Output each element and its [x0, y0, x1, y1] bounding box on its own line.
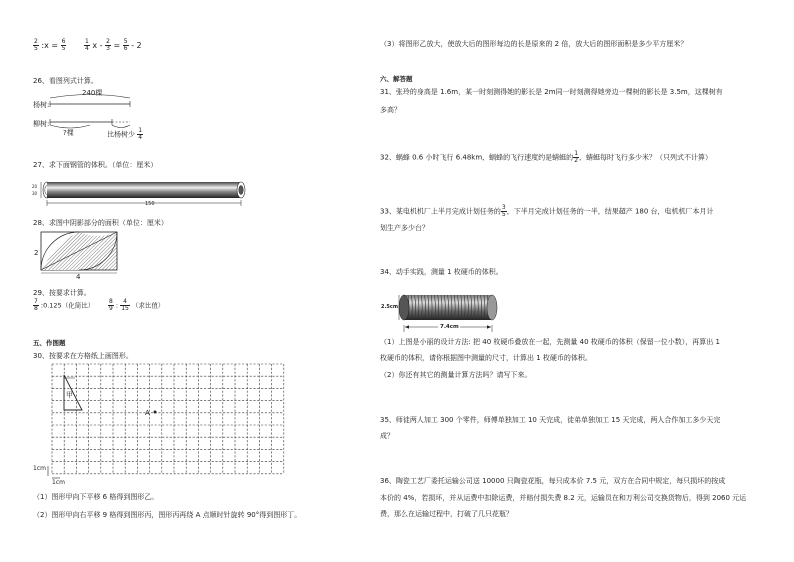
question-27: 27、求下面钢管的体积。（单位：厘米）: [33, 161, 158, 169]
question-36-line1: 36、陶瓷工艺厂委托运输公司送 10000 只陶瓷花瓶，每只成本价 7.5 元，双方在合同中规定，每只损坏的按成: [380, 477, 726, 485]
q26-mark-less: 比杨树少 $\frac{1}{4}$: [107, 127, 143, 141]
pipe-d-small: 20: [32, 184, 38, 189]
rect-width: 4: [76, 273, 81, 281]
q34-part-1-line1: （1）上图是小丽的设计方法: 把 40 枚硬币叠放在一起，先测量 40 枚硬币的体积（保留一位小数），再算出 1: [380, 338, 720, 346]
shape-jia-label: 甲: [66, 391, 73, 399]
q34-part-1-line2: 枚硬币的体积，请你根据图中测量的尺寸，计算出 1 枚硬币的体积。: [380, 354, 592, 362]
question-35-line1: 35、师徒两人加工 300 个零件，师傅单独加工 10 天完成，徒弟单独加工 15 天完成，两人合作加工多少天完: [380, 416, 721, 424]
question-31-line2: 多高？: [380, 106, 401, 114]
question-30: 30、按要求在方格纸上画图形。: [33, 352, 133, 360]
q30-part-3: （3）将图形乙放大，使放大后的图形每边的长是原来的 2 倍，放大后的图形面积是多少平方厘米？: [380, 40, 688, 48]
q26-row2-label: 柳树:: [33, 120, 50, 128]
question-32: 32、蜗蜂 0.6 小时飞行 6.48km，蜗蜂的飞行速度约是蜻蜓的 $\frac{1}{2}$ ，蜻蜓每时飞行多少米？（只列式不计算）: [380, 150, 713, 164]
fraction: $\frac{2}{5}$: [34, 38, 38, 52]
equation-1: $\frac{2}{5}$ :x = $\frac{6}{5}$: [34, 38, 66, 52]
q30-part-2: （2）图形甲向右平移 9 格得到图形丙，图形丙再绕 A 点顺时针旋转 90°得到图形丁。: [33, 511, 302, 519]
rect-height: 2: [34, 249, 39, 257]
coin-height-label: 2.5cm: [381, 304, 399, 310]
question-34: 34、动手实践，测量 1 枚硬币的体积。: [380, 268, 503, 276]
q29-a: $\frac{7}{8}$ :0.125（化简比）: [34, 298, 95, 312]
question-36-line3: 费，那么在运输过程中，打破了几只花瓶？: [380, 510, 513, 518]
question-35-line2: 成？: [380, 432, 394, 440]
q34-part-2: （2）你还有其它的测量计算方法吗？请写下来。: [380, 371, 532, 379]
q26-top-label: 240棵: [82, 89, 103, 97]
q26-row1-label: 杨树:: [33, 101, 50, 109]
q26-mark-x: ?棵: [63, 129, 74, 137]
q30-part-1: （1）图形甲向下平移 6 格得到图形乙。: [33, 493, 159, 501]
equation-2: $\frac{1}{4}$ x - $\frac{2}{3}$ = $\frac{5}{6}$ - 2: [85, 38, 142, 52]
question-33-line1: 33、某电机机厂上半月完成计划任务的 $\frac{3}{5}$ ，下半月完成计划任务的一半，结果超产 180 台，电机机厂本月计: [380, 204, 714, 218]
question-33-line2: 划生产多少台？: [380, 224, 429, 232]
fraction: $\frac{6}{5}$: [61, 38, 66, 52]
question-28: 28、求图中阴影部分的面积（单位：厘米）: [33, 219, 168, 227]
question-31-line1: 31、张玲的身高是 1.6m，某一时刻测得她的影长是 2m同一时刻测得她旁边一棵树的影长是 3.5m，这棵树有: [380, 88, 723, 96]
unit-label-h: 1cm: [52, 479, 65, 486]
question-36-line2: 本价的 4%，若损坏，并从运费中扣除运费，并赔付损失费 8.2 元，运输员在和万利公司交换货物后，得到 2060 元运: [380, 494, 747, 502]
section-5-title: 五、作图题: [33, 339, 66, 347]
q29-b: $\frac{8}{9}$ : $\frac{4}{15}$ （求比值）: [109, 298, 165, 312]
pipe-length: 150: [145, 201, 155, 207]
unit-label-v: 1cm: [33, 465, 46, 472]
pipe-d-big: 30: [32, 191, 38, 196]
point-a-label: A: [145, 409, 150, 417]
section-6-title: 六、解答题: [380, 75, 413, 83]
question-29: 29、按要求计算。: [33, 289, 91, 297]
question-26: 26、看图列式计算。: [33, 77, 98, 85]
coin-width-label: 7.4cm: [440, 324, 459, 330]
